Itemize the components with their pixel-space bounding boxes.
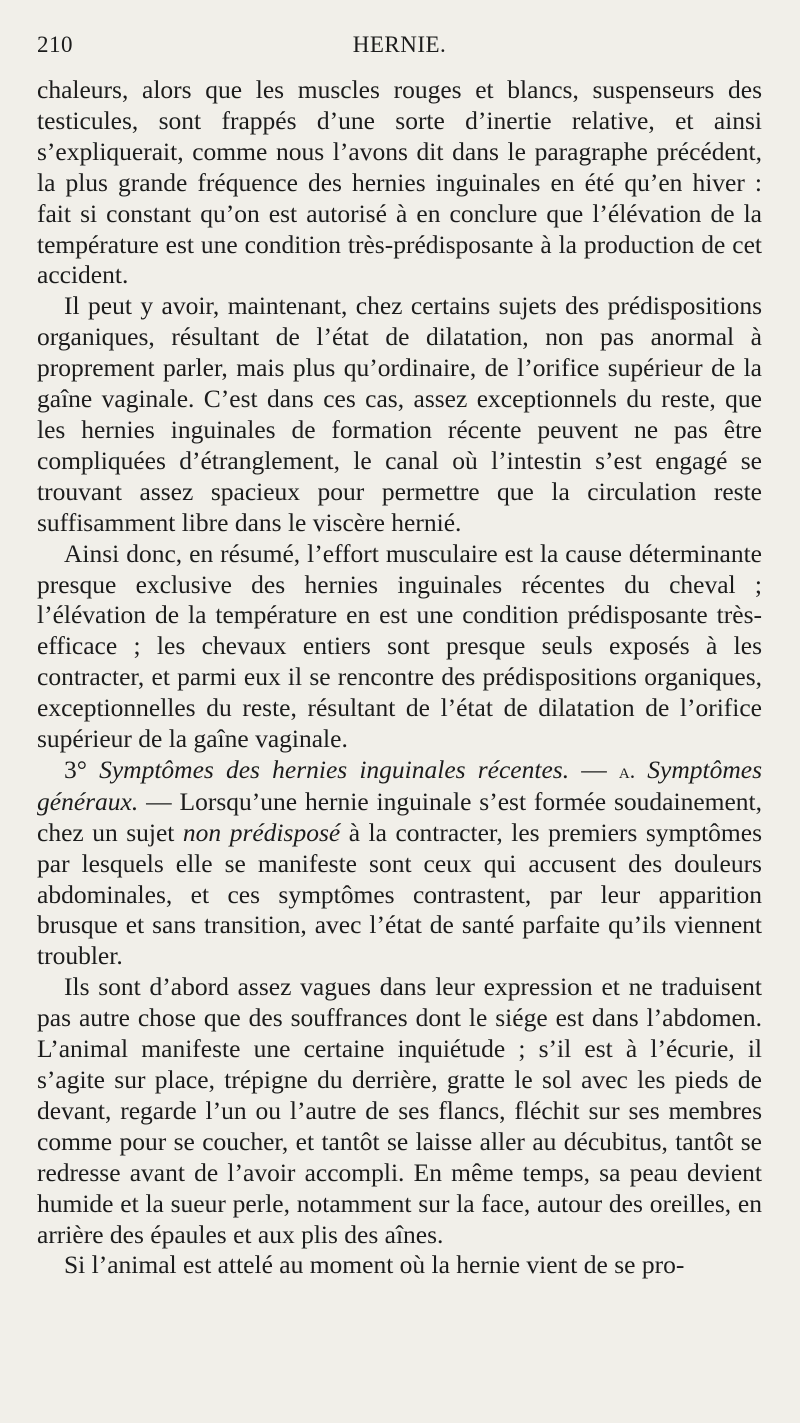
paragraph-text (635, 755, 647, 784)
paragraph-text: Si l’animal est attelé au moment où la hernie vient de se pro- (64, 1250, 685, 1280)
paragraph (37, 75, 762, 291)
paragraph-text: Il peut y avoir, maintenant, chez certains sujets des prédispositions organiques, résultant de l’état de dilatation, non pas anormal à proprement parler, mais plus qu’ordinaire, de l’orifice supérieur de la gaîne vaginale. C’est dans ces cas, assez exceptionnels du reste, que les hernies inguinales de formation récente peuvent ne pas être compliquées d’étranglement, le canal où l’intestin s’est engagé se trouvant assez spacieux pour permettre que la circulation reste suffisamment libre dans le viscère hernié. (37, 291, 762, 537)
paragraph-text: à la contracter, les premiers symptômes par lesquels elle se manifeste sont ceux qui accusent des douleurs abdominales, et ces symptômes contrastent, par leur apparition brusque et sans transition, avec l’état de santé parfaite qu’ils viennent troubler. (37, 817, 762, 971)
paragraph-text: Ainsi donc, en résumé, l’effort musculaire est la cause déterminante presque exclusive des hernies inguinales récentes du cheval ; l’élévation de la température en est une condition prédisposante très-efficace ; les chevaux entiers sont presque seuls exposés à les contracter, et parmi eux il se rencontre des prédispositions organiques, exceptionnelles du reste, résultant de l’état de dilatation de l’orifice supérieur de la gaîne vaginale. (37, 538, 762, 754)
page-header (37, 28, 762, 62)
paragraph-text: Ils sont d’abord assez vagues dans leur expression et ne traduisent pas autre chose que des souffrances dont le siége est dans l’abdomen. L’animal manifeste une certaine inquiétude ; s’il est à l’écurie, il s’agite sur place, trépigne du derrière, gratte le sol avec les pieds de devant, regarde l’un ou l’autre de ses flancs, fléchit sur ses membres comme pour se coucher, et tantôt se laisse aller au décubitus, tantôt se redresse avant de l’avoir accompli. En même temps, sa peau devient humide et la sueur perle, notamment sur la face, autour des oreilles, en arrière des épaules et aux plis des aînes. (37, 972, 762, 1249)
italic-text: Symptômes généraux. (37, 754, 763, 816)
paragraph-text: 3° (64, 754, 100, 784)
paragraph (37, 291, 762, 538)
italic-text: Symptômes des hernies inguinales récentes. (99, 754, 570, 784)
page-number: 210 (37, 32, 73, 57)
paragraph-text: chaleurs, alors que les muscles rouges et blancs, suspenseurs des testicules, sont frappés d’une sorte d’inertie relative, et ainsi s’expliquerait, comme nous l’avons dit dans le paragraphe précédent, la plus grande fréquence des hernies inguinales en été qu’en hiver : fait si constant qu’on est autorisé à en conclure que l’élévation de la température est une condition très-prédisposante à la production de cet accident. (37, 75, 762, 290)
italic-text: non prédisposé (182, 817, 341, 847)
paragraph-text: — Lorsqu’une hernie inguinale s’est formée soudainement, chez un sujet (37, 786, 762, 847)
paragraph-text: — (569, 754, 619, 784)
paragraph (37, 972, 762, 1250)
smallcaps-text: a. (618, 758, 636, 783)
body-text (37, 75, 762, 1281)
running-title: HERNIE. (352, 32, 447, 57)
paragraph (37, 539, 762, 755)
paragraph (37, 755, 762, 972)
paragraph (37, 1250, 762, 1281)
